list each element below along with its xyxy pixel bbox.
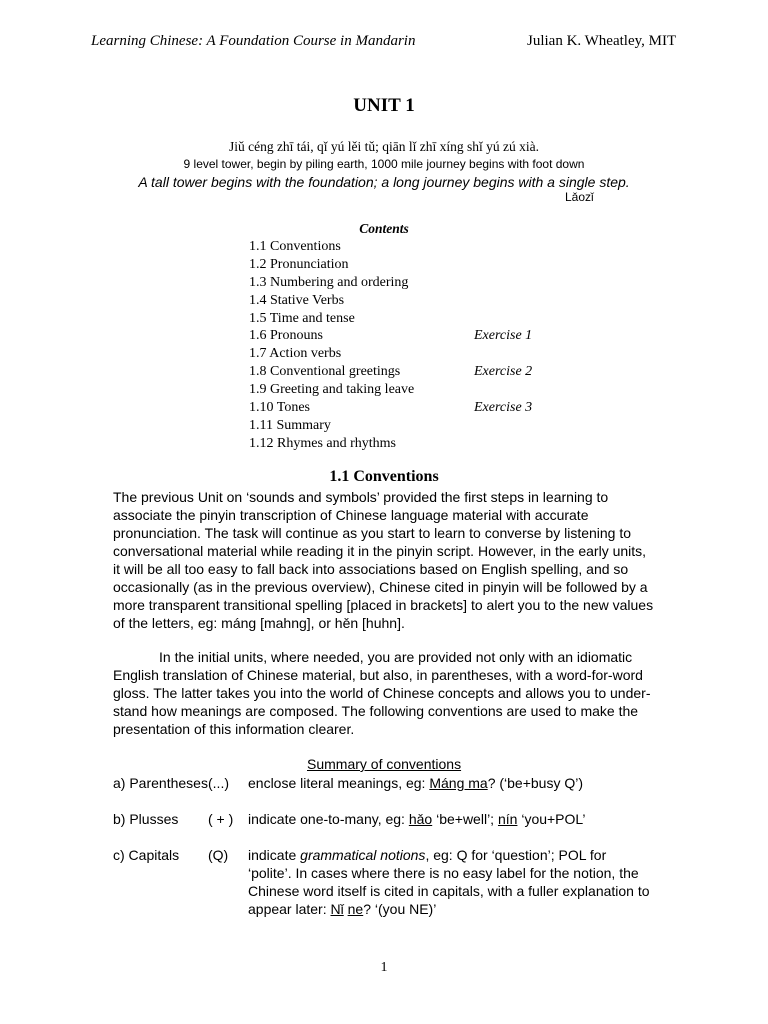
toc-exercise-label: Exercise 1: [474, 328, 533, 344]
chinese-example: Máng ma: [429, 775, 488, 791]
chinese-example: nín: [497, 811, 518, 827]
convention-label: c) Capitals: [113, 847, 180, 863]
convention-symbol: (...): [208, 775, 229, 791]
convention-label: b) Plusses: [113, 811, 179, 827]
convention-symbol: ( + ): [208, 811, 234, 827]
paragraph-line: associate the pinyin transcription of Chinese language material with accurate: [113, 507, 589, 523]
paragraph-line: The previous Unit on ‘sounds and symbols’ provided the first steps in learning to: [113, 489, 609, 505]
desc-text: ‘be+well’;: [432, 811, 498, 827]
paragraph-line: conversational material while reading it in the pinyin script. However, in the early units,: [113, 543, 647, 559]
desc-text: appear later:: [248, 901, 331, 917]
toc-item-label: 1.5 Time and tense: [249, 310, 355, 326]
paragraph-line: presentation of this information clearer.: [113, 721, 355, 737]
desc-text: enclose literal meanings, eg:: [248, 775, 430, 791]
convention-description: [248, 810, 658, 828]
toc-item: [249, 327, 569, 345]
desc-text: ‘you+POL’: [517, 811, 586, 827]
toc-item: [249, 399, 569, 417]
desc-text: , eg: Q for ‘question’; POL for: [425, 847, 607, 863]
toc-item-label: 1.11 Summary: [249, 417, 331, 433]
desc-emphasis: grammatical notions: [300, 847, 426, 863]
running-header-author: Julian K. Wheatley, MIT: [527, 33, 677, 49]
toc-item: [249, 310, 569, 328]
proverb-pinyin: Jiǔ céng zhī tái, qǐ yú lěi tǔ; qiān lǐ zhī xíng shǐ yú zú xià.: [228, 139, 540, 154]
paragraph-intro: [113, 488, 658, 632]
chinese-example: hǎo: [408, 811, 433, 827]
desc-line: ‘polite’. In cases where there is no easy label for the notion, the: [248, 865, 639, 881]
unit-title: UNIT 1: [353, 95, 415, 116]
toc-item-label: 1.2 Pronunciation: [249, 256, 349, 272]
toc-item: [249, 435, 569, 453]
toc-item-label: 1.8 Conventional greetings: [249, 364, 401, 380]
paragraph-line: pronunciation. The task will continue as you start to learn to converse by listening to: [113, 525, 632, 541]
toc-item-label: 1.1 Conventions: [249, 239, 341, 254]
toc-exercise-label: Exercise 3: [474, 400, 533, 416]
toc-item: [249, 345, 569, 363]
chinese-example: Nǐ: [330, 901, 344, 917]
summary-title: Summary of conventions: [307, 756, 462, 772]
paragraph-line: more transparent transitional spelling [placed in brackets] to alert you to the new values: [113, 597, 654, 613]
paragraph-line: of the letters, eg: máng [mahng], or hěn [huhn].: [113, 615, 405, 631]
desc-line: Chinese word itself is cited in capitals, with a fuller explanation to: [248, 883, 650, 899]
toc-item-label: 1.9 Greeting and taking leave: [249, 382, 415, 398]
proverb-gloss: 9 level tower, begin by piling earth, 1000 mile journey begins with foot down: [183, 157, 585, 171]
proverb-author: Lǎozǐ: [565, 190, 594, 204]
toc-item: [249, 381, 569, 399]
toc-item: [249, 292, 569, 310]
toc-item: [249, 256, 569, 274]
table-of-contents: [249, 238, 569, 453]
toc-item-label: 1.12 Rhymes and rhythms: [249, 435, 396, 451]
paragraph-line: occasionally (as in the previous overview), Chinese cited in pinyin will be followed by a: [113, 579, 648, 595]
toc-exercise-label: Exercise 2: [474, 364, 533, 380]
running-header-title: Learning Chinese: A Foundation Course in Mandarin: [91, 33, 416, 49]
convention-symbol: (Q): [208, 847, 229, 863]
desc-text: ? ‘(you NE)’: [363, 901, 437, 917]
desc-text: ? (‘be+busy Q’): [487, 775, 584, 791]
paragraph-glosses: [113, 648, 658, 738]
toc-item-label: 1.10 Tones: [249, 400, 310, 416]
desc-text: indicate: [248, 847, 301, 863]
toc-item: [249, 363, 569, 381]
proverb-translation: A tall tower begins with the foundation; a long journey begins with a single step.: [138, 174, 630, 190]
convention-description: [248, 846, 658, 918]
paragraph-line: English translation of Chinese material, but also, in parentheses, with a word-for-word: [113, 667, 643, 683]
contents-title: Contents: [359, 221, 409, 236]
convention-label: a) Parentheses: [113, 775, 208, 791]
page-number: 1: [380, 960, 388, 975]
desc-text: indicate one-to-many, eg:: [248, 811, 409, 827]
paragraph-line: it will be all too easy to fall back into associations based on English spelling, and so: [113, 561, 629, 577]
toc-item: [249, 274, 569, 292]
paragraph-line: stand how meanings are composed. The following conventions are used to make the: [113, 703, 639, 719]
toc-item-label: 1.4 Stative Verbs: [249, 292, 345, 308]
toc-item: [249, 238, 569, 256]
toc-item-label: 1.3 Numbering and ordering: [249, 274, 409, 290]
section-heading: 1.1 Conventions: [329, 468, 439, 485]
toc-item-label: 1.6 Pronouns: [249, 328, 323, 344]
paragraph-line: In the initial units, where needed, you are provided not only with an idiomatic: [159, 649, 633, 665]
toc-item-label: 1.7 Action verbs: [249, 346, 342, 362]
paragraph-line: gloss. The latter takes you into the world of Chinese concepts and allows you to under-: [113, 685, 651, 701]
toc-item: [249, 417, 569, 435]
convention-description: [248, 774, 658, 792]
chinese-example: ne: [347, 901, 364, 917]
